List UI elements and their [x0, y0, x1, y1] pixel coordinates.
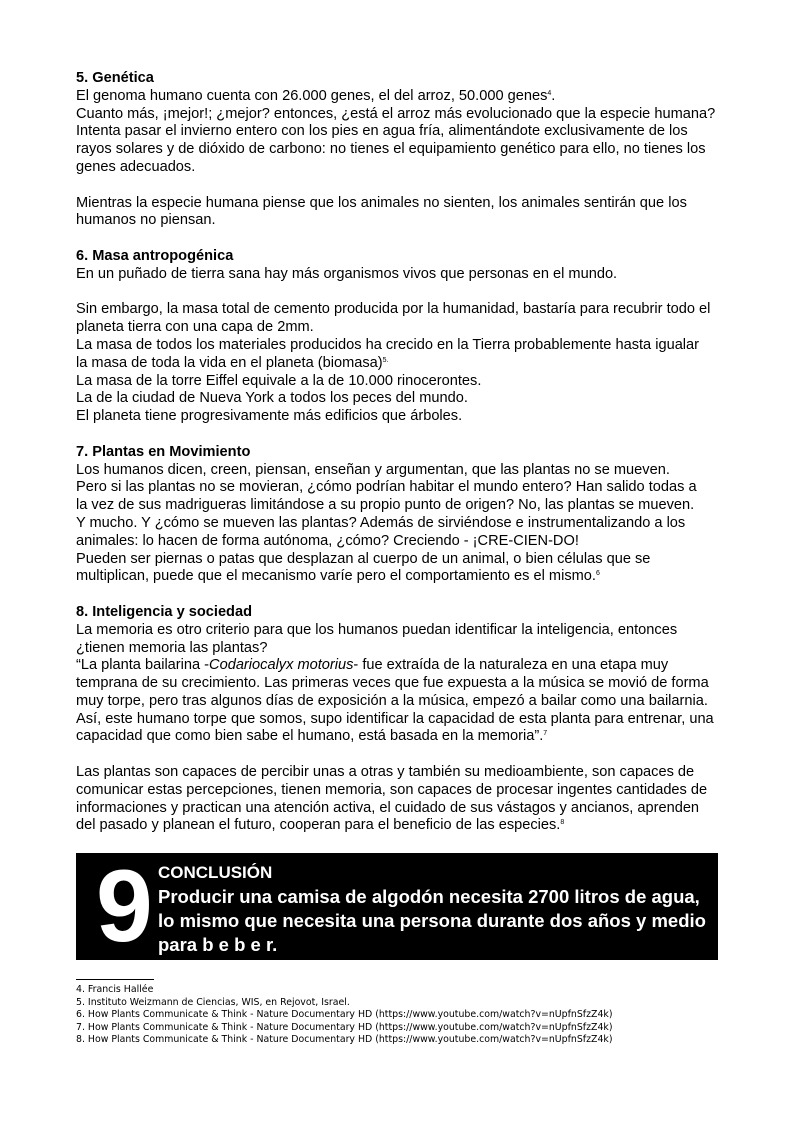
conclusion-line: lo mismo que necesita una persona durante dos años y medio: [158, 910, 706, 931]
paragraph-line: Las plantas son capaces de percibir unas a otras y también su medioambiente, son capaces de: [76, 764, 695, 781]
paragraph-line: [76, 568, 724, 586]
footnote-ref: 4: [547, 89, 552, 97]
section-heading: 6. Masa antropogénica: [76, 247, 234, 264]
document-body: [76, 70, 724, 853]
footnote-ref: 6: [595, 570, 600, 578]
quote-line: [76, 728, 724, 746]
paragraph-line: Mientras la especie humana piense que los animales no sienten, los animales sentirán que los: [76, 194, 687, 211]
paragraph-line: informaciones y practican una atención activa, el cuidado de sus vástagos y ancianos, aprenden: [76, 799, 700, 816]
paragraph-line: Intenta pasar el invierno entero con los pies en agua fría, alimentándote exclusivamente de los: [76, 123, 688, 140]
text-span: la masa de toda la vida en el planeta (biomasa): [76, 354, 383, 371]
footnote-ref: 7: [543, 730, 548, 738]
text-span: del pasado y planean el futuro, cooperan para el beneficio de las especies.: [76, 817, 561, 834]
paragraph-line: El genoma humano cuenta con 26.000 genes, el del arroz, 50.000 genes$^4$.: [76, 87, 556, 104]
quote-line: Así, este humano torpe que somos, supo identificar la capacidad de esta planta para entrenar, una: [76, 710, 714, 727]
paragraph-line: ¿tienen memoria las plantas?: [76, 639, 268, 656]
paragraph-line: Y mucho. Y ¿cómo se mueven las plantas? Además de sirviéndose e instrumentalizando a los: [76, 514, 686, 531]
species-name: Codariocalyx motorius: [209, 657, 354, 674]
text-span: “La planta bailarina -: [76, 657, 210, 674]
footnote: 6. How Plants Communicate & Think - Nature Documentary HD (https://www.youtube.com/watch?v=nUpfnSfzZ4k): [76, 1009, 613, 1021]
text-span: - fue extraída de la naturaleza en una etapa muy: [353, 657, 669, 674]
footnote-ref: 5.: [382, 356, 389, 364]
paragraph-line: En un puñado de tierra sana hay más organismos vivos que personas en el mundo.: [76, 265, 618, 282]
paragraph-line: La masa de todos los materiales producidos ha crecido en la Tierra probablemente hasta igualar: [76, 336, 700, 353]
footnote: 8. How Plants Communicate & Think - Nature Documentary HD (https://www.youtube.com/watch?v=nUpfnSfzZ4k): [76, 1034, 613, 1046]
conclusion-title: CONCLUSIÓN: [158, 863, 273, 882]
paragraph-line: La de la ciudad de Nueva York a todos los peces del mundo.: [76, 390, 468, 407]
section-plantas-movimiento: [76, 444, 724, 586]
quote-line: muy torpe, pero tras algunos días de exposición a la música, empezó a bailar como una bailarnia.: [76, 692, 708, 709]
conclusion-line: Producir una camisa de algodón necesita 2700 litros de agua,: [158, 886, 700, 907]
paragraph-line: Cuanto más, ¡mejor!; ¿mejor? entonces, ¿está el arroz más evolucionado que la especie humana?: [76, 105, 716, 122]
paragraph-line: La memoria es otro criterio para que los humanos puedan identificar la inteligencia, entonces: [76, 621, 678, 638]
text-span: multiplican, puede que el mecanismo varíe pero el comportamiento es el mismo.: [76, 568, 596, 585]
quote-line: [76, 657, 724, 675]
paragraph-line: rayos solares y de dióxido de carbono: no tienes el equipamiento genético para ello, no tienes los: [76, 141, 706, 158]
paragraph-line: humanos no piensan.: [76, 212, 216, 229]
footnote: 5. Instituto Weizmann de Ciencias, WIS, en Rejovot, Israel.: [76, 996, 350, 1008]
quote-line: temprana de su crecimiento. Las primeras veces que fue expuesta a la música se movió de forma: [76, 675, 709, 692]
paragraph-line: Los humanos dicen, creen, piensan, enseñan y argumentan, que las plantas no se mueven.: [76, 461, 670, 478]
section-heading: 5. Genética: [76, 70, 154, 86]
section-genetica: [76, 70, 724, 230]
paragraph-line: planeta tierra con una capa de 2mm.: [76, 319, 314, 336]
text-span: El genoma humano cuenta con 26.000 genes, el del arroz, 50.000 genes: [76, 87, 548, 104]
conclusion-text: [158, 863, 706, 957]
paragraph-line: [76, 817, 724, 835]
paragraph-line: La masa de la torre Eiffel equivale a la de 10.000 rinocerontes.: [76, 372, 482, 389]
footnote: 4. Francis Hallée: [76, 984, 154, 995]
footnote-divider: [76, 979, 154, 980]
paragraph-line: comunicar estas percepciones, tienen memoria, son capaces de procesar ingentes cantidades de: [76, 781, 708, 798]
paragraph-line: Sin embargo, la masa total de cemento producida por la humanidad, bastaría para recubrir todo el: [76, 301, 711, 318]
paragraph-line: Pero si las plantas no se movieran, ¿cómo podrían habitar el mundo entero? Han salido todas a: [76, 479, 697, 496]
paragraph-line: [76, 355, 724, 373]
section-number: 9: [96, 849, 151, 963]
paragraph-line: El planeta tiene progresivamente más edificios que árboles.: [76, 408, 463, 425]
section-heading: 7. Plantas en Movimiento: [76, 443, 251, 460]
text-span: capacidad que como bien sabe el humano, está basada en la memoria”.: [76, 728, 544, 745]
conclusion-line: para b e b e r.: [158, 934, 278, 955]
footnote-ref: 8: [560, 819, 565, 827]
footnotes: [76, 979, 696, 1047]
paragraph-line: genes adecuados.: [76, 158, 196, 175]
section-heading: 8. Inteligencia y sociedad: [76, 603, 253, 620]
conclusion-box: [76, 849, 718, 963]
section-masa-antropogenica: [76, 248, 724, 426]
paragraph-line: la vez de sus madrigueras limitándose a su propio punto de origen? No, las plantas se mueven.: [76, 497, 695, 514]
paragraph-line: animales: lo hacen de forma autónoma, ¿cómo? Creciendo - ¡CRE-CIEN-DO!: [76, 532, 579, 549]
footnote: 7. How Plants Communicate & Think - Nature Documentary HD (https://www.youtube.com/watch?v=nUpfnSfzZ4k): [76, 1021, 613, 1033]
paragraph-line: Pueden ser piernas o patas que desplazan al cuerpo de un animal, o bien células que se: [76, 550, 651, 567]
section-inteligencia-sociedad: [76, 604, 724, 835]
